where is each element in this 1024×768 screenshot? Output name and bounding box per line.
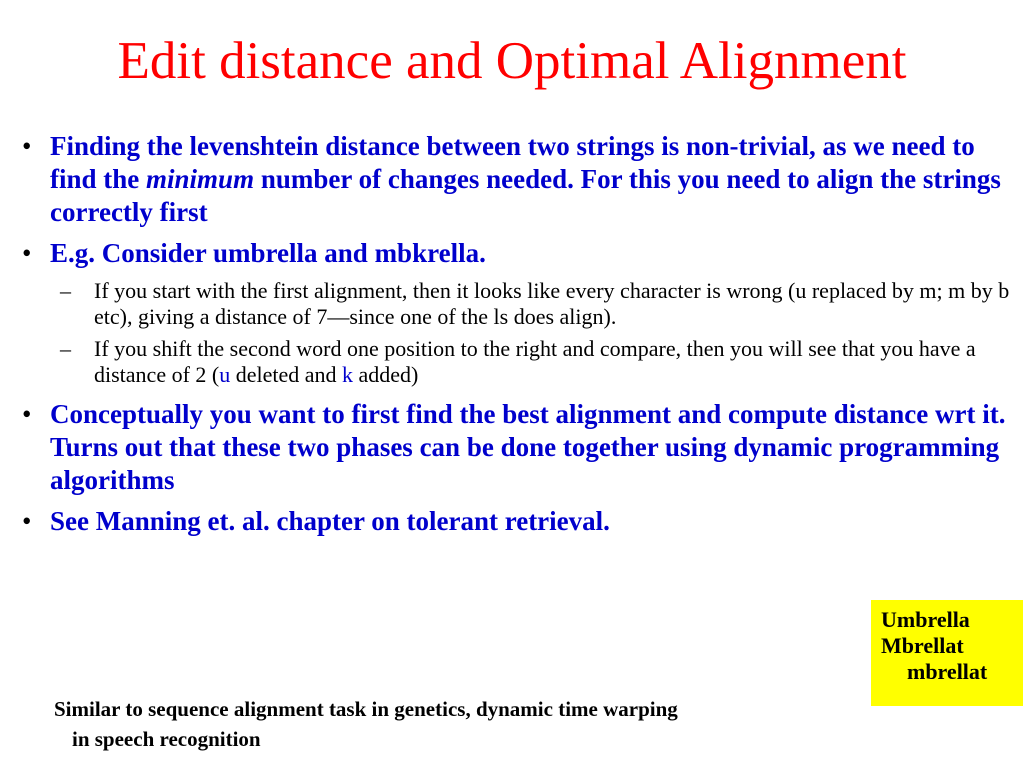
box-line-umbrella: Umbrella (881, 607, 970, 632)
dash-marker: – (60, 278, 71, 303)
bullet-conceptually (22, 398, 1017, 497)
sub-bullet-text-part: deleted and (230, 362, 343, 387)
sub-bullet-text-part: If you shift the second word one position to the right and compare, then you will see that you have a distance of 2 ( (94, 336, 976, 387)
bullet-example (22, 237, 1017, 270)
letter-u: u (219, 362, 231, 387)
bullet-text: E.g. Consider umbrella and mbkrella. (50, 238, 486, 268)
bullet-see-manning (22, 505, 1017, 538)
bullet-text-part: number of changes needed. For this you need to align the strings correctly first (50, 164, 1001, 227)
slide-content (22, 130, 1017, 546)
sub-bullet-first-alignment (22, 278, 1017, 330)
dash-marker: – (60, 336, 71, 361)
footnote-line: in speech recognition (72, 727, 261, 751)
letter-k: k (342, 362, 354, 387)
bullet-marker: • (22, 131, 32, 161)
bullet-levenshtein (22, 130, 1017, 229)
bullet-text: Conceptually you want to first find the best alignment and compute distance wrt it. Turns out that these two phases can be done together using dynamic programming algorithms (50, 399, 1006, 495)
sub-bullet-text (94, 336, 976, 387)
box-line-mbrellat-shifted: mbrellat (907, 659, 988, 684)
bullet-text (50, 131, 1001, 227)
slide-title: Edit distance and Optimal Alignment (117, 32, 907, 90)
sub-bullet-text: If you start with the first alignment, then it looks like every character is wrong (u replaced by m; m by b etc), giving a distance of 7—since one of the ls does align). (94, 278, 1010, 329)
emphasis-minimum: minimum (146, 164, 255, 194)
bullet-text: See Manning et. al. chapter on tolerant retrieval. (50, 506, 610, 536)
bullet-marker: • (22, 506, 32, 536)
box-line-mbrellat: Mbrellat (881, 633, 964, 658)
footnote (54, 694, 914, 754)
bullet-text-part: Finding the levenshtein distance between two strings is non-trivial, as we need to find the (50, 131, 975, 194)
footnote-line: Similar to sequence alignment task in genetics, dynamic time warping (54, 697, 678, 721)
sub-bullet-text-part: added) (353, 362, 419, 387)
bullet-marker: • (22, 399, 32, 429)
alignment-example-box (871, 600, 1023, 706)
sub-bullet-shift (22, 336, 1017, 388)
bullet-marker: • (22, 238, 32, 268)
